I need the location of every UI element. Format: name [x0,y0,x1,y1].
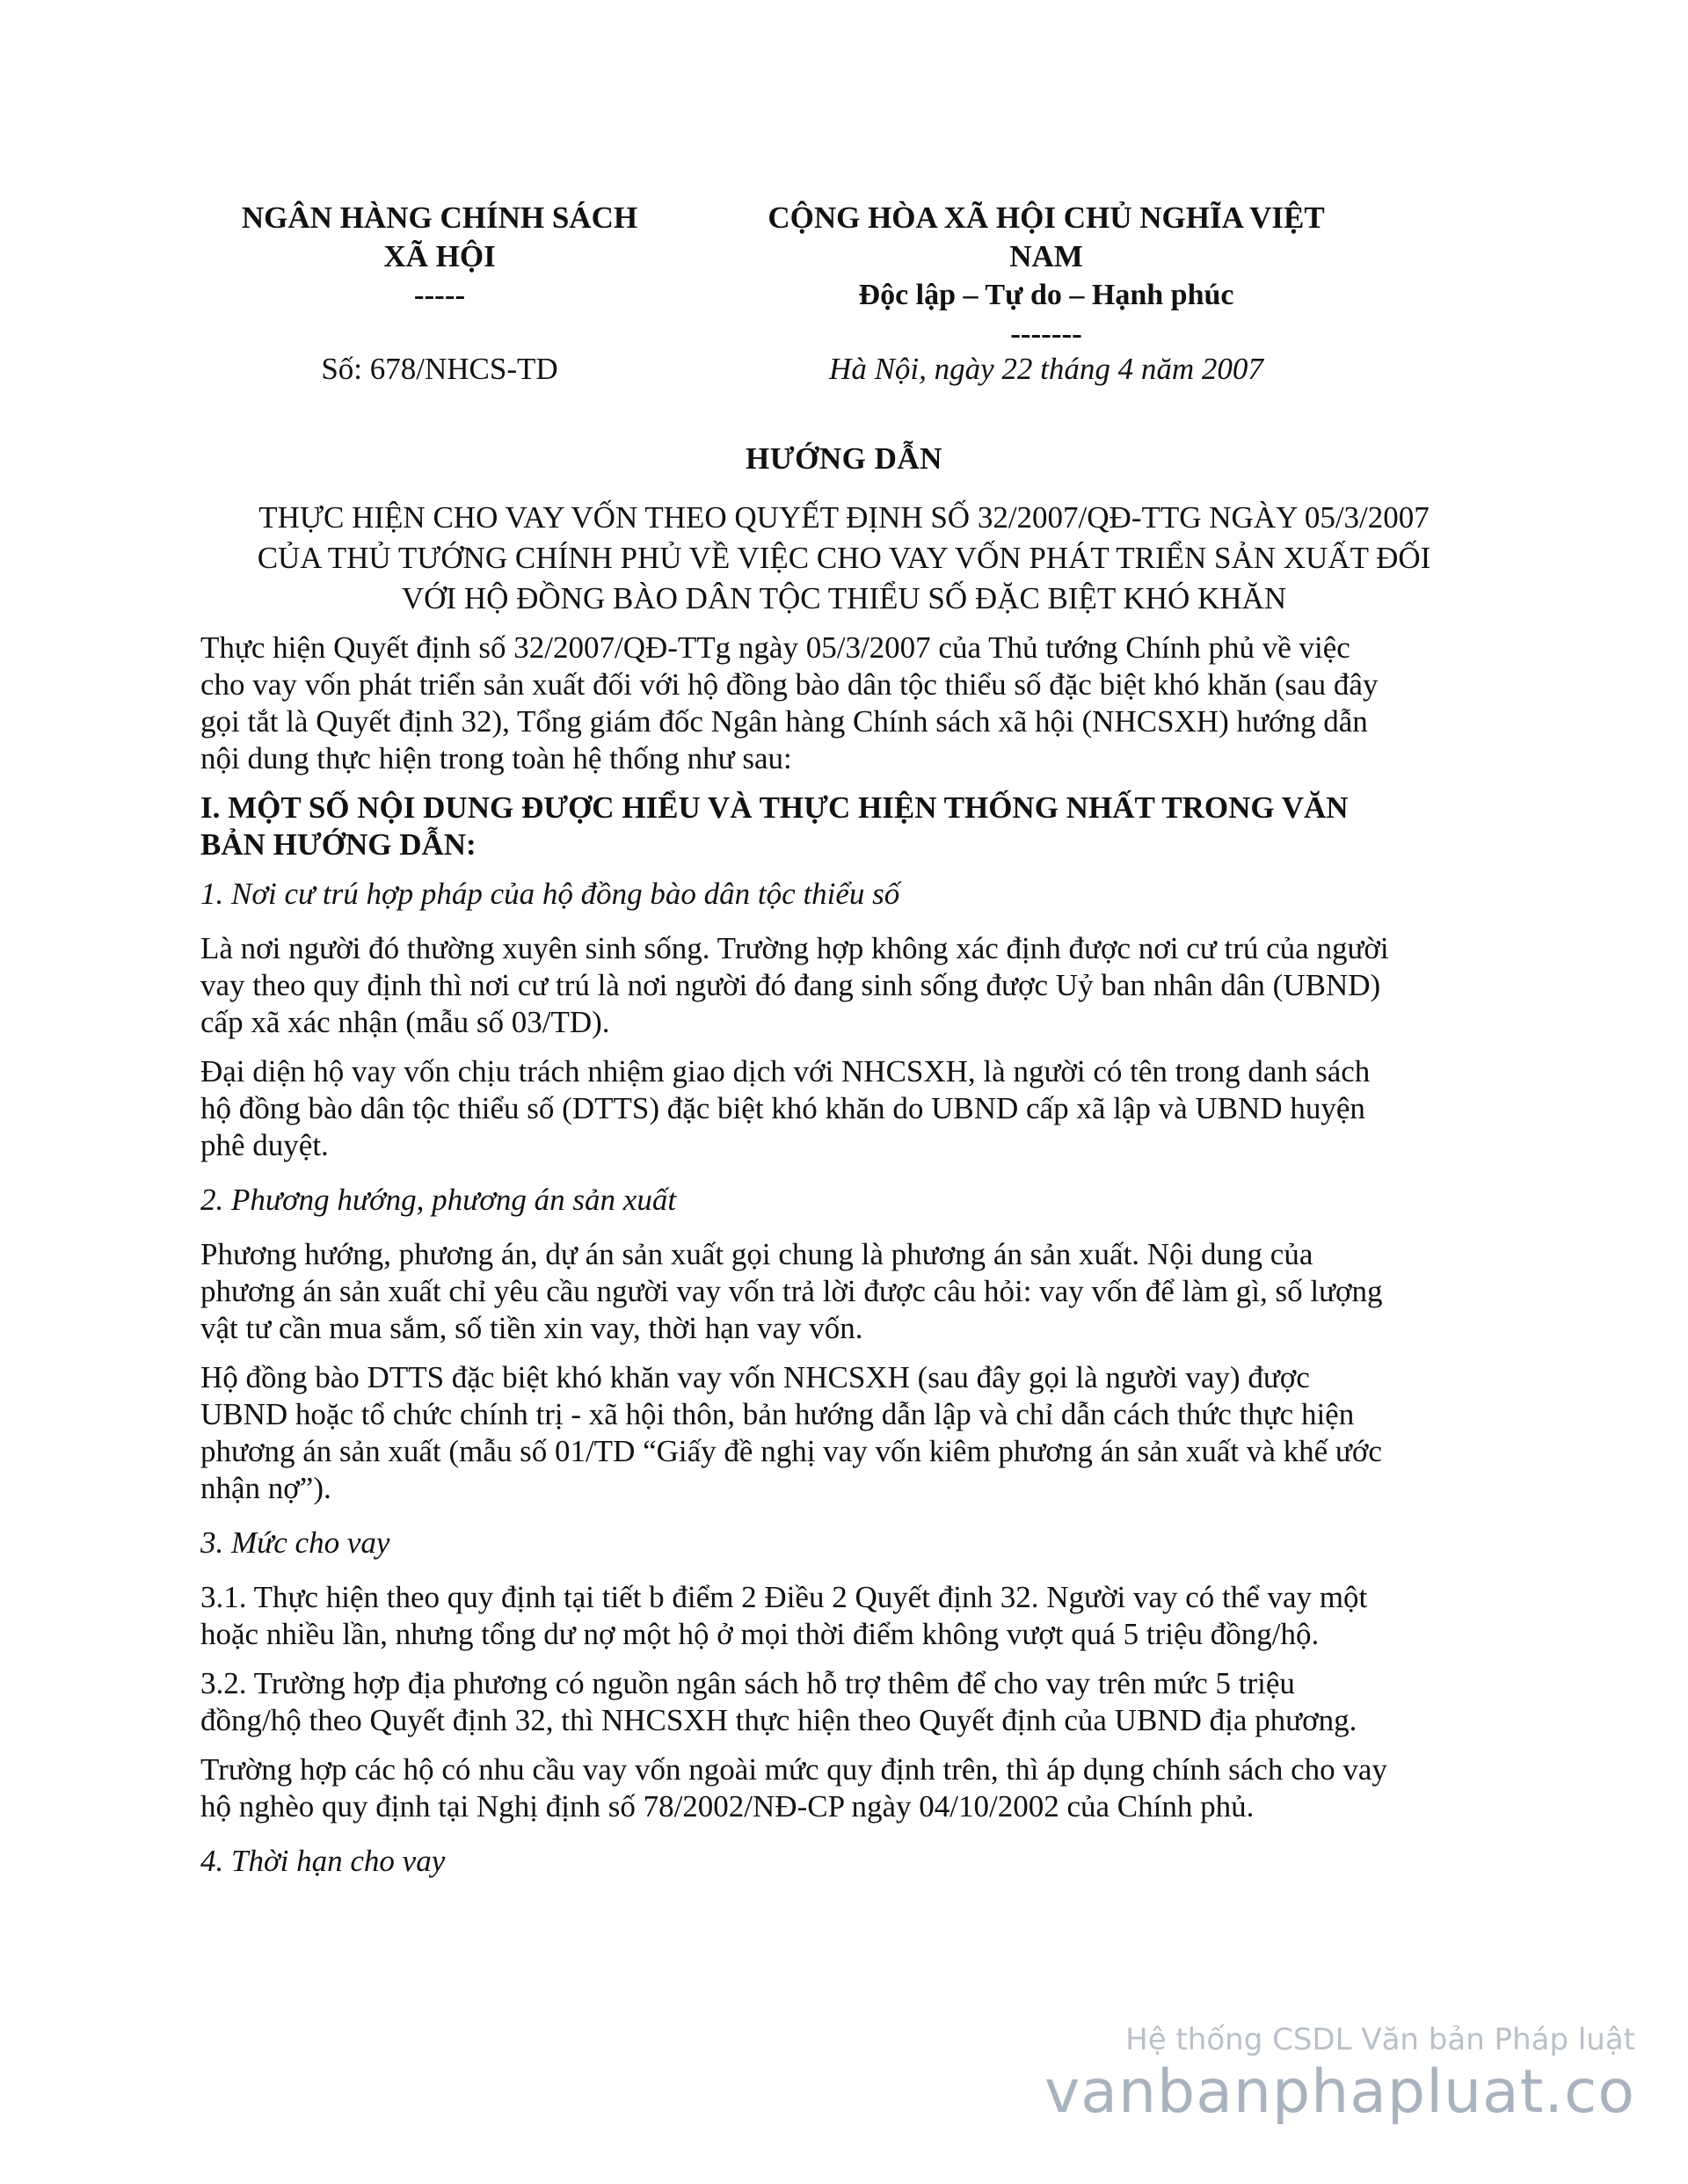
text-line: Trường hợp các hộ có nhu cầu vay vốn ngoài mức quy định trên, thì áp dụng chính sách cho vay [200,1752,1387,1787]
subtitle-line: CỦA THỦ TƯỚNG CHÍNH PHỦ VỀ VIỆC CHO VAY VỐN PHÁT TRIỂN SẢN XUẤT ĐỐI [257,541,1431,575]
text-line: nhận nợ”). [200,1471,331,1505]
document-title: HƯỚNG DẪN [746,441,942,476]
issuer-line: NGÂN HÀNG CHÍNH SÁCH [241,200,638,235]
text-line: Phương hướng, phương án, dự án sản xuất gọi chung là phương án sản xuất. Nội dung của [200,1237,1313,1271]
text-line: gọi tắt là Quyết định 32), Tổng giám đốc Ngân hàng Chính sách xã hội (NHCSXH) hướng dẫn [200,704,1368,739]
watermark-site: vanbanphapluat.co [1044,2057,1635,2127]
text-line: vay theo quy định thì nơi cư trú là nơi người đó đang sinh sống được Uỷ ban nhân dân (UBND) [200,968,1381,1002]
section-1-heading [200,790,1502,863]
watermark-caption: Hệ thống CSDL Văn bản Pháp luật [1125,2022,1635,2057]
document-date: Hà Nội, ngày 22 tháng 4 năm 2007 [829,352,1263,386]
text-line: hộ đồng bào dân tộc thiểu số (DTTS) đặc biệt khó khăn do UBND cấp xã lập và UBND huyện [200,1091,1365,1125]
text-line: Hộ đồng bào DTTS đặc biệt khó khăn vay vốn NHCSXH (sau đây gọi là người vay) được [200,1360,1310,1394]
text-line: cấp xã xác nhận (mẫu số 03/TD). [200,1005,610,1039]
subtitle-line: THỰC HIỆN CHO VAY VỐN THEO QUYẾT ĐỊNH SỐ 32/2007/QĐ-TTG NGÀY 05/3/2007 [258,500,1430,535]
subsection-3-title: 3. Mức cho vay [200,1525,390,1560]
intro-paragraph [200,630,1502,777]
text-line: phương án sản xuất chỉ yêu cầu người vay vốn trả lời được câu hỏi: vay vốn để làm gì, số lượng [200,1274,1383,1308]
text-line: phương án sản xuất (mẫu số 01/TD “Giấy đề nghị vay vốn kiêm phương án sản xuất và khế ước [200,1434,1382,1468]
text-line: hộ nghèo quy định tại Nghị định số 78/2002/NĐ-CP ngày 04/10/2002 của Chính phủ. [200,1789,1255,1824]
subtitle-line: VỚI HỘ ĐỒNG BÀO DÂN TỘC THIỂU SỐ ĐẶC BIỆT KHÓ KHĂN [401,581,1287,615]
text-line: hoặc nhiều lần, nhưng tổng dư nợ một hộ ở mọi thời điểm không vượt quá 5 triệu đồng/hộ. [200,1617,1320,1651]
subsection-4-title: 4. Thời hạn cho vay [200,1844,446,1878]
heading-line: BẢN HƯỚNG DẪN: [200,827,477,862]
paragraph [200,1359,1502,1507]
motto-line: Độc lập – Tự do – Hạnh phúc [858,279,1234,311]
text-line: UBND hoặc tổ chức chính trị - xã hội thôn, bản hướng dẫn lập và chỉ dẫn cách thức thực hiện [200,1397,1355,1431]
document-subtitle [176,498,1512,619]
subsection-2-title: 2. Phương hướng, phương án sản xuất [200,1183,677,1217]
country-line: CỘNG HÒA XÃ HỘI CHỦ NGHĨA VIỆT [768,200,1325,235]
text-line: cho vay vốn phát triển sản xuất đối với hộ đồng bào dân tộc thiểu số đặc biệt khó khăn (sau đây [200,667,1379,702]
paragraph [200,930,1502,1041]
national-motto-block [712,199,1380,353]
text-line: Đại diện hộ vay vốn chịu trách nhiệm giao dịch với NHCSXH, là người có tên trong danh sách [200,1054,1371,1088]
issuer-block [202,199,677,315]
text-line: đồng/hộ theo Quyết định 32, thì NHCSXH thực hiện theo Quyết định của UBND địa phương. [200,1703,1357,1737]
text-line: Thực hiện Quyết định số 32/2007/QĐ-TTg ngày 05/3/2007 của Thủ tướng Chính phủ về việc [200,630,1350,665]
issuer-divider: ----- [413,278,466,312]
subsection-1-title: 1. Nơi cư trú hợp pháp của hộ đồng bào dân tộc thiểu số [200,877,900,911]
text-line: 3.2. Trường hợp địa phương có nguồn ngân sách hỗ trợ thêm để cho vay trên mức 5 triệu [200,1666,1295,1700]
text-line: vật tư cần mua sắm, số tiền xin vay, thời hạn vay vốn. [200,1311,863,1345]
paragraph [200,1665,1502,1739]
country-line: NAM [1009,239,1083,273]
text-line: phê duyệt. [200,1128,329,1162]
paragraph [200,1053,1502,1164]
motto-divider: ------- [1010,317,1082,351]
text-line: nội dung thực hiện trong toàn hệ thống như sau: [200,741,792,775]
document-body [200,630,1502,1897]
paragraph [200,1236,1502,1347]
heading-line: I. MỘT SỐ NỘI DUNG ĐƯỢC HIỂU VÀ THỰC HIỆN THỐNG NHẤT TRONG VĂN [200,790,1349,825]
issuer-line: XÃ HỘI [383,239,496,273]
paragraph [200,1751,1502,1825]
paragraph [200,1579,1502,1653]
text-line: 3.1. Thực hiện theo quy định tại tiết b điểm 2 Điều 2 Quyết định 32. Người vay có thể vay một [200,1580,1368,1614]
text-line: Là nơi người đó thường xuyên sinh sống. Trường hợp không xác định được nơi cư trú của người [200,931,1389,965]
document-number: Số: 678/NHCS-TD [321,352,558,386]
